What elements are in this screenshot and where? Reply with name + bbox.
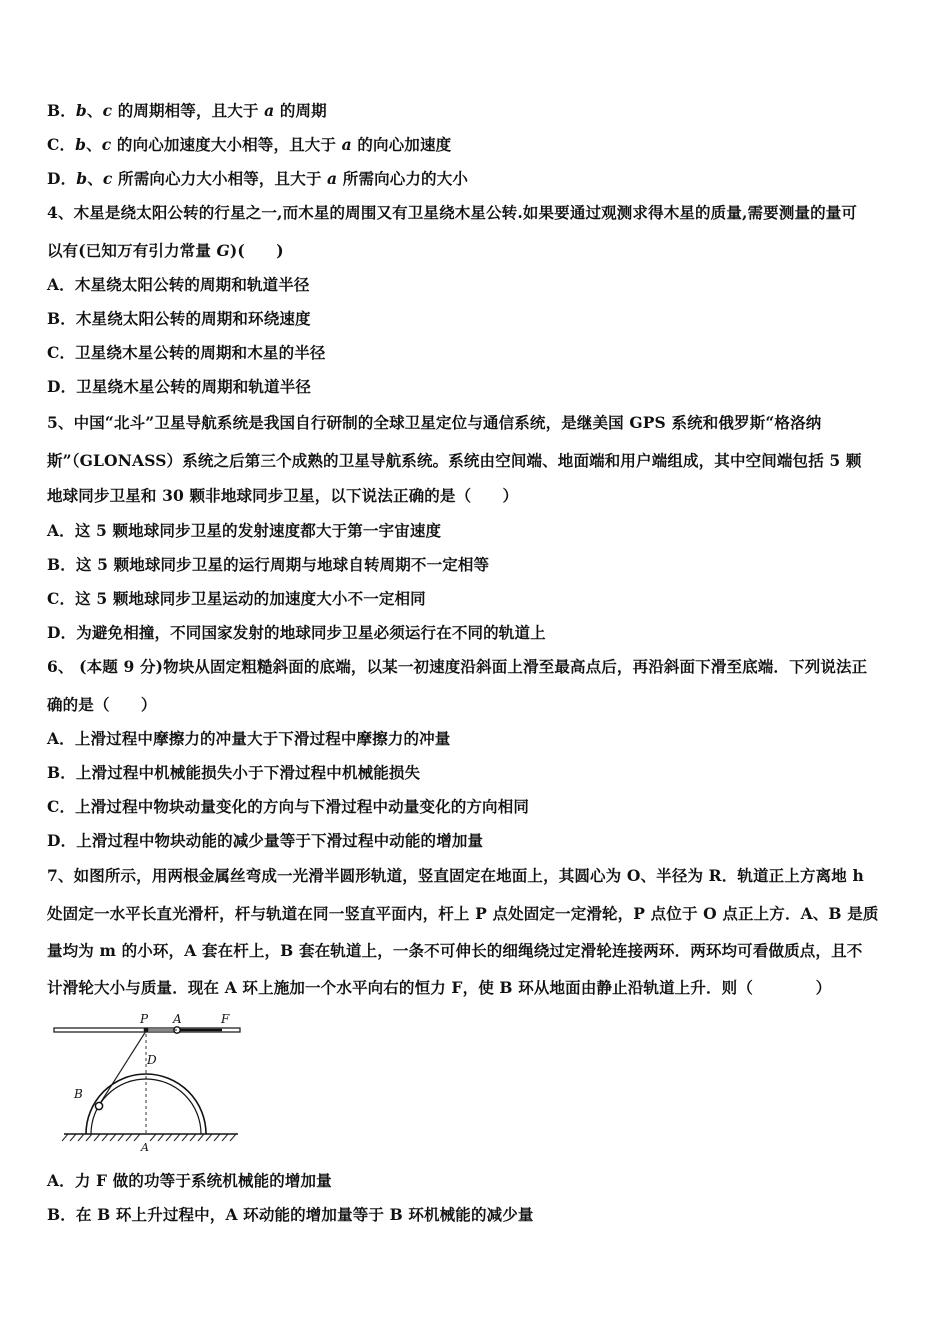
q5-option-c: C．这 5 颗地球同步卫星运动的加速度大小不一定相同 — [47, 589, 426, 608]
q5-stem-line3: 地球同步卫星和 30 颗非地球同步卫星，以下说法正确的是（ ） — [47, 486, 519, 505]
q5-stem-line1: 5、中国“北斗”卫星导航系统是我国自行研制的全球卫星定位与通信系统，是继美国 GPS 系统和俄罗斯“格洛纳 — [47, 413, 822, 432]
q4-stem-line1: 4、木星是绕太阳公转的行星之一,而木星的周围又有卫星绕木星公转.如果要通过观测求得木星的质量,需要测量的量可 — [47, 203, 858, 222]
q7-stem-line1: 7、如图所示，用两根金属丝弯成一光滑半圆形轨道，竖直固定在地面上，其圆心为 O、半径为 R．轨道正上方离地 h — [47, 866, 864, 885]
q7-stem-line3: 量均为 m 的小环，A 套在杆上，B 套在轨道上，一条不可伸长的细绳绕过定滑轮连接两环．两环均可看做质点，且不 — [47, 941, 863, 960]
q6-option-b: B．上滑过程中机械能损失小于下滑过程中机械能损失 — [47, 763, 421, 782]
q7-option-b: B．在 B 环上升过程中，A 环动能的增加量等于 B 环机械能的减少量 — [47, 1205, 534, 1224]
label-f: F — [221, 1012, 230, 1026]
q6-option-a: A．上滑过程中摩擦力的冲量大于下滑过程中摩擦力的冲量 — [47, 729, 451, 748]
q4-option-a: A．木星绕太阳公转的周期和轨道半径 — [47, 275, 310, 294]
q4-option-c: C．卫星绕木星公转的周期和木星的半径 — [47, 343, 326, 362]
q7-stem-line2: 处固定一水平长直光滑杆，杆与轨道在同一竖直平面内，杆上 P 点处固定一定滑轮，P 点位于 O 点正上方．A、B 是质 — [47, 904, 879, 923]
rope-pb — [99, 1031, 146, 1105]
q4-option-b: B．木星绕太阳公转的周期和环绕速度 — [47, 309, 311, 328]
ground-hatching — [62, 1134, 236, 1141]
q7-figure — [50, 1008, 245, 1153]
label-d: D — [147, 1053, 157, 1067]
q6-stem-line2: 确的是（ ） — [47, 695, 157, 714]
q5-stem-line2: 斯”（GLONASS）系统之后第三个成熟的卫星导航系统。系统由空间端、地面端和用户端组成，其中空间端包括 5 颗 — [47, 451, 862, 470]
label-a: A — [173, 1012, 182, 1026]
label-b: B — [74, 1087, 83, 1101]
q6-option-c: C．上滑过程中物块动量变化的方向与下滑过程中动量变化的方向相同 — [47, 797, 529, 816]
q7-stem-line4: 计滑轮大小与质量．现在 A 环上施加一个水平向右的恒力 F，使 B 环从地面由静止沿轨道上升．则（ ） — [47, 978, 832, 997]
q3-option-c: C．b、c 的向心加速度大小相等，且大于 a 的向心加速度 — [47, 135, 452, 154]
q5-option-a: A．这 5 颗地球同步卫星的发射速度都大于第一宇宙速度 — [47, 521, 442, 540]
label-bottom-a: A — [141, 1141, 149, 1153]
ring-b — [95, 1102, 102, 1109]
q7-option-a: A．力 F 做的功等于系统机械能的增加量 — [47, 1171, 332, 1190]
q4-stem-line2: 以有(已知万有引力常量 G)( ) — [47, 241, 284, 260]
q3-option-d: D．b、c 所需向心力大小相等，且大于 a 所需向心力的大小 — [47, 169, 468, 188]
q6-option-d: D．上滑过程中物块动能的减少量等于下滑过程中动能的增加量 — [47, 831, 484, 850]
q5-option-d: D．为避免相撞，不同国家发射的地球同步卫星必须运行在不同的轨道上 — [47, 623, 546, 642]
q3-option-b: B．b、c 的周期相等，且大于 a 的周期 — [47, 101, 327, 120]
label-p: P — [140, 1012, 149, 1026]
q6-stem-line1: 6、 (本题 9 分)物块从固定粗糙斜面的底端，以某一初速度沿斜面上滑至最高点后，再沿斜面下滑至底端．下列说法正 — [47, 657, 868, 676]
q5-option-b: B．这 5 颗地球同步卫星的运行周期与地球自转周期不一定相等 — [47, 555, 490, 574]
q4-option-d: D．卫星绕木星公转的周期和轨道半径 — [47, 377, 311, 396]
